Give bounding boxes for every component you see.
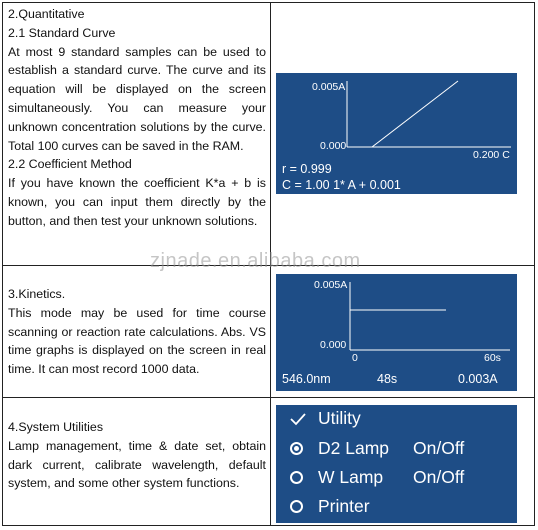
standard-curve-subheading: 2.1 Standard Curve [8,25,116,40]
y-axis-top-label: 0.005A [314,279,348,291]
wavelength-readout: 546.0nm [282,372,331,386]
row-kinetics [3,266,534,398]
column-divider [270,3,271,265]
menu-item-printer[interactable] [276,494,517,522]
standard-curve-line [372,81,458,147]
w-lamp-label: W Lamp [318,467,384,487]
w-lamp-value: On/Off [413,467,465,487]
y-axis-bottom-label: 0.000 [320,339,347,351]
utility-menu-title [276,406,517,434]
column-divider [270,398,271,525]
d2-lamp-label: D2 Lamp [318,438,390,458]
watermark: zjnade.en.alibaba.com [150,250,361,272]
correlation-readout: r = 0.999 [282,162,332,176]
absorbance-readout: 0.003A [458,372,498,386]
x-axis-right-label: 60s [484,352,501,364]
column-divider [270,266,271,397]
x-axis-left-label: 0 [352,352,358,364]
kinetics-heading: 3.Kinetics. [8,287,66,301]
standard-curve-screen [276,73,517,194]
row-system-utilities [3,398,534,525]
coefficient-subheading: 2.2 Coefficient Method [8,157,132,172]
printer-label: Printer [318,496,370,516]
system-utilities-paragraph: Lamp management, time & date set, obtain dark current, calibrate wavelength, default system, and some other system functions. [8,438,266,491]
system-utilities-heading: 4.System Utilities [8,420,104,434]
utility-title-label: Utility [318,408,361,428]
y-axis-bottom-label: 0.000 [320,140,347,152]
radio-selected-icon [290,442,303,455]
y-axis-top-label: 0.005A [312,81,346,93]
x-axis-right-label: 0.200 C [473,149,510,161]
row-quantitative [3,3,534,266]
quantitative-text [8,5,266,231]
menu-item-d2-lamp[interactable] [276,436,517,464]
d2-lamp-value: On/Off [413,438,465,458]
radio-unselected-icon [290,500,303,513]
kinetics-text [8,285,266,379]
kinetics-screen [276,274,517,391]
utility-menu-screen [276,405,517,523]
quantitative-heading: 2.Quantitative [8,7,85,21]
system-utilities-text [8,418,266,493]
checkmark-icon [290,411,306,427]
coefficient-paragraph: If you have known the coefficient K*a + b is known, you can input them directly by the button, and then test your unknown solutions. [8,176,266,228]
radio-unselected-icon [290,471,303,484]
menu-item-w-lamp[interactable] [276,465,517,493]
standard-curve-paragraph: At most 9 standard samples can be used to establish a standard curve. The curve and its equation will be displayed on the screen simultaneously. You can measure your unknown concentration solutions by the curve. Total 100 curves can be saved in the RAM. [8,44,266,153]
time-readout: 48s [377,372,398,386]
equation-readout: C = 1.00 1* A + 0.001 [282,178,401,192]
kinetics-paragraph: This mode may be used for time course scanning or reaction rate calculations. Abs. VS time graphs is displayed on the screen in real time. It can most record 1000 data. [8,305,266,377]
